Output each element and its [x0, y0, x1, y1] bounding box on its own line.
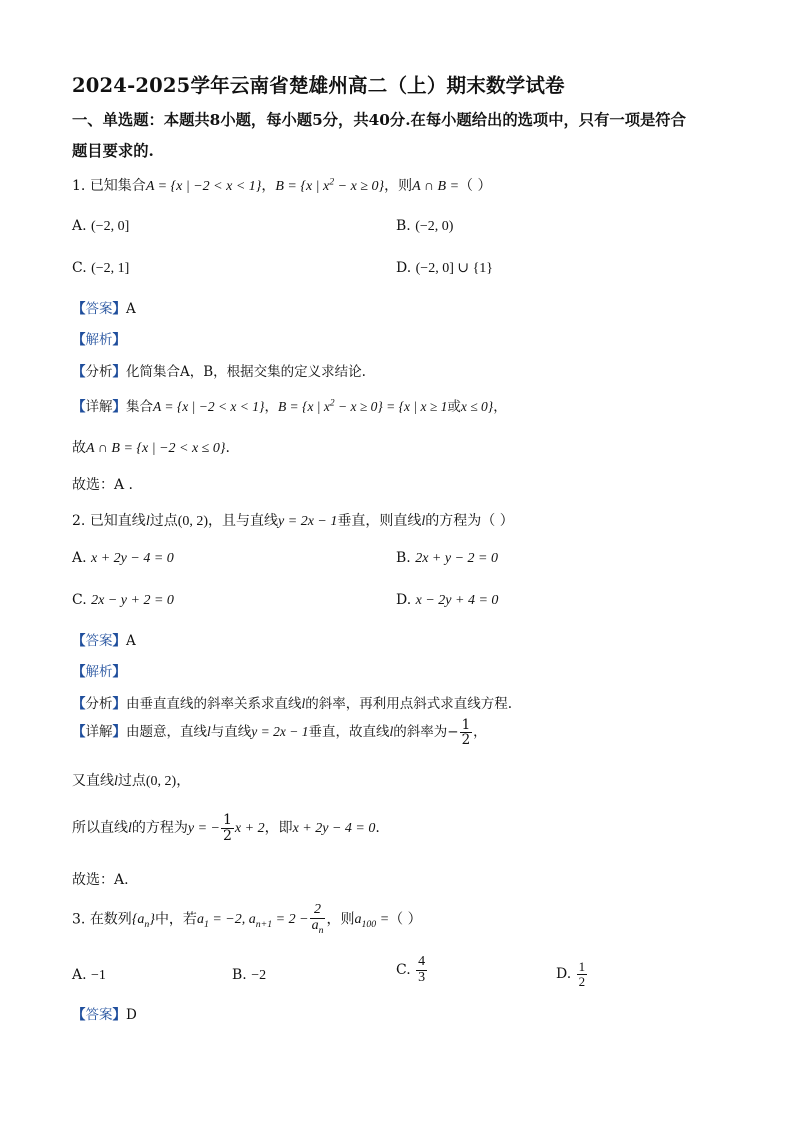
question-1-stem: 1. 已知集合A = {x | −2 < x < 1}，B = {x | $x^2 - x \ge 0$}，则A ∩ B =（ ）	[72, 176, 492, 194]
option-d: D. x − 2y + 4 = 0	[396, 592, 499, 608]
option-a: A. (−2, 0]	[72, 218, 130, 234]
detail-line: 【详解】由题意，直线l与直线y = 2x − 1垂直，故直线l的斜率为− $\frac{1}{2}$ ，	[72, 717, 487, 749]
math-expr: A = {x | −2 < x < 1}	[145, 179, 262, 194]
answer-line: 【答案】D	[72, 1007, 137, 1023]
question-number: 1.	[72, 178, 90, 194]
answer-line: 【答案】A	[72, 301, 136, 317]
analysis-heading: 【解析】	[72, 664, 126, 680]
section-header-line1: 一、单选题：本题共8小题，每小题5分，共40分.在每小题给出的选项中，只有一项是符合	[72, 111, 686, 129]
detail-line-2: 又直线l过点(0, 2)，	[72, 773, 191, 789]
question-3-stem: 3. 在数列$\{a_n\}$中，若$a_1 = -2$, $a_{n+1} = 2$ − $\frac{2}{a_n}$ ，则$a_{100}$ =（ ）	[72, 902, 422, 936]
conclusion-line: 故A ∩ B = {x | −2 < x ≤ 0}.	[72, 440, 230, 456]
option-c: C. (−2, 1]	[72, 260, 130, 276]
question-2-stem: 2. 已知直线l过点(0, 2)，且与直线y = 2x − 1垂直，则直线l的方程为（ ）	[72, 513, 514, 529]
option-c: C. 2x − y + 2 = 0	[72, 592, 174, 608]
page-title: 2024-2025学年云南省楚雄州高二（上）期末数学试卷	[72, 74, 565, 97]
choose-line: 故选：A .	[72, 477, 134, 493]
analysis-heading: 【解析】	[72, 332, 126, 348]
choose-line: 故选：A.	[72, 872, 129, 888]
fenxi-line: 【分析】由垂直直线的斜率关系求直线l的斜率，再利用点斜式求直线方程.	[72, 696, 513, 712]
detail-line-3: 所以直线l的方程为y = − $\frac{1}{2}$ x + 2，即x + 2y − 4 = 0.	[72, 812, 380, 844]
option-c: C. $\frac{4}{3}$	[396, 954, 426, 985]
option-b: B. 2x + y − 2 = 0	[396, 550, 498, 566]
option-a: A. x + 2y − 4 = 0	[72, 550, 174, 566]
option-b: B. −2	[232, 967, 267, 983]
option-a: A. −1	[72, 967, 106, 983]
answer-line: 【答案】A	[72, 633, 136, 649]
math-expr: A ∩ B =	[412, 179, 460, 194]
math-expr: B = {x | $x^2 - x \ge 0$}	[275, 176, 385, 194]
option-b: B. (−2, 0)	[396, 218, 454, 234]
section-header-line2: 题目要求的.	[72, 142, 154, 160]
option-d: D. (−2, 0] ∪ {1}	[396, 260, 494, 276]
fenxi-line: 【分析】化简集合A，B，根据交集的定义求结论.	[72, 364, 366, 380]
detail-line: 【详解】集合A = {x | −2 < x < 1}，B = {x | $x^2 - x \ge 0\} = \{x$ | x ≥ 1或x ≤ 0}，	[72, 398, 507, 415]
option-d: D. $\frac{1}{2}$	[556, 959, 586, 989]
